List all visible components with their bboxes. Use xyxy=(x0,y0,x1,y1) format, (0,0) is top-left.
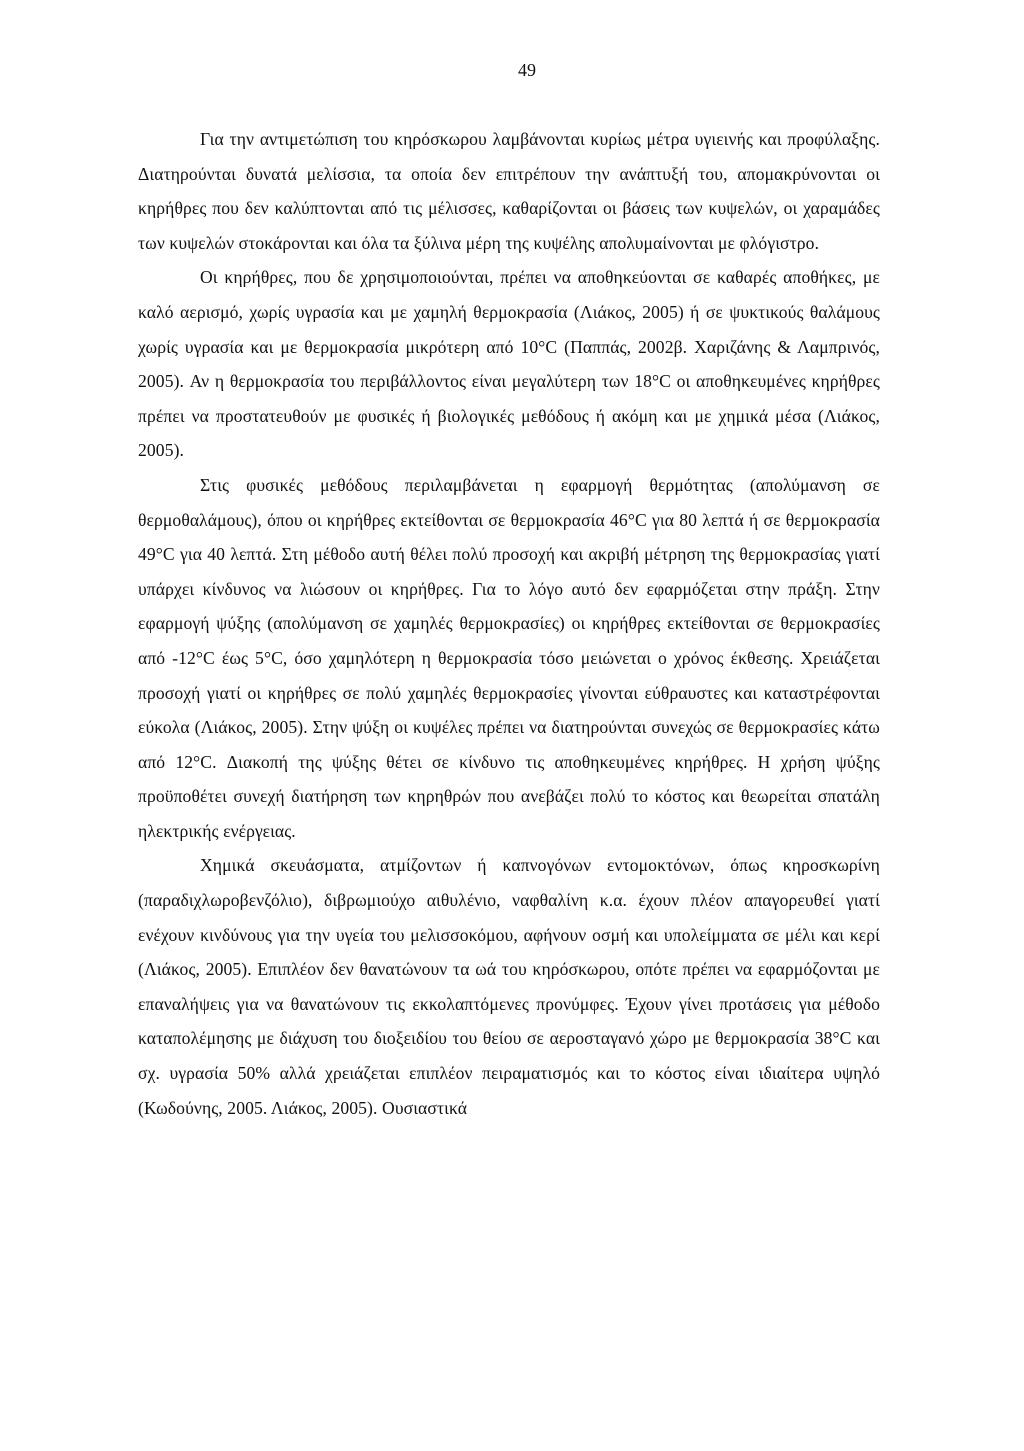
paragraph-chemical-methods: Χημικά σκευάσματα, ατμίζοντων ή καπνογόνων εντομοκτόνων, όπως κηροσκωρίνη (παραδιχλωροβενζόλιο), διβρωμιούχο αιθυλένιο, ναφθαλίνη κ.α. έχουν πλέον απαγορευθεί γιατί ενέχουν κινδύνους για την υγεία του μελισσοκόμου, αφήνουν οσμή και υπολείμματα σε μέλι και κερί (Λιάκος, 2005). Επιπλέον δεν θανατώνουν τα ωά του κηρόσκωρου, οπότε πρέπει να εφαρμόζονται με επαναλήψεις για να θανατώνουν τις εκκολαπτόμενες προνύμφες. Έχουν γίνει προτάσεις για μέθοδο καταπολέμησης με διάχυση του διοξειδίου του θείου σε αεροσταγανό χώρο με θερμοκρασία 38°C και σχ. υγρασία 50% αλλά χρειάζεται επιπλέον πειραματισμός και το κόστος είναι ιδιαίτερα υψηλό (Κωδούνης, 2005. Λιάκος, 2005). Ουσιαστικά xyxy=(138,855,880,1118)
paragraph-physical-methods: Στις φυσικές μεθόδους περιλαμβάνεται η εφαρμογή θερμότητας (απολύμανση σε θερμοθαλάμους), όπου οι κηρήθρες εκτείθονται σε θερμοκρασία 46°C για 80 λεπτά ή σε θερμοκρασία 49°C για 40 λεπτά. Στη μέθοδο αυτή θέλει πολύ προσοχή και ακριβή μέτρηση της θερμοκρασίας γιατί υπάρχει κίνδυνος να λιώσουν οι κηρήθρες. Για το λόγο αυτό δεν εφαρμόζεται στην πράξη. Στην εφαρμογή ψύξης (απολύμανση σε χαμηλές θερμοκρασίες) οι κηρήθρες εκτείθονται σε θερμοκρασίες από -12°C έως 5°C, όσο χαμηλότερη η θερμοκρασία τόσο μειώνεται ο χρόνος έκθεσης. Χρειάζεται προσοχή γιατί οι κηρήθρες σε πολύ χαμηλές θερμοκρασίες γίνονται εύθραυστες και καταστρέφονται εύκολα (Λιάκος, 2005). Στην ψύξη οι κυψέλες πρέπει να διατηρούνται συνεχώς σε θερμοκρασίες κάτω από 12°C. Διακοπή της ψύξης θέτει σε κίνδυνο τις αποθηκευμένες κηρήθρες. Η χρήση ψύξης προϋποθέτει συνεχή διατήρηση των κηρηθρών που ανεβάζει πολύ το κόστος και θεωρείται σπατάλη ηλεκτρικής ενέργειας. xyxy=(138,474,880,841)
page-number: 49 xyxy=(518,60,536,80)
paragraph-pest-control-measures: Για την αντιμετώπιση του κηρόσκωρου λαμβάνονται κυρίως μέτρα υγιεινής και προφύλαξης. Διατηρούνται δυνατά μελίσσια, τα οποία δεν επιτρέπουν την ανάπτυξή του, απομακρύνονται οι κηρήθρες που δεν καλύπτονται από τις μέλισσες, καθαρίζονται οι βάσεις των κυψελών, οι χαραμάδες των κυψελών στοκάρονται και όλα τα ξύλινα μέρη της κυψέλης απολυμαίνονται με φλόγιστρο. xyxy=(138,129,880,253)
paragraph-comb-storage: Οι κηρήθρες, που δε χρησιμοποιούνται, πρέπει να αποθηκεύονται σε καθαρές αποθήκες, με καλό αερισμό, χωρίς υγρασία και με χαμηλή θερμοκρασία (Λιάκος, 2005) ή σε ψυκτικούς θαλάμους χωρίς υγρασία και με θερμοκρασία μικρότερη από 10°C (Παππάς, 2002β. Χαριζάνης & Λαμπρινός, 2005). Αν η θερμοκρασία του περιβάλλοντος είναι μεγαλύτερη των 18°C οι αποθηκευμένες κηρήθρες πρέπει να προστατευθούν με φυσικές ή βιολογικές μεθόδους ή ακόμη και με χημικά μέσα (Λιάκος, 2005). xyxy=(138,267,880,461)
body-text xyxy=(138,122,880,1125)
